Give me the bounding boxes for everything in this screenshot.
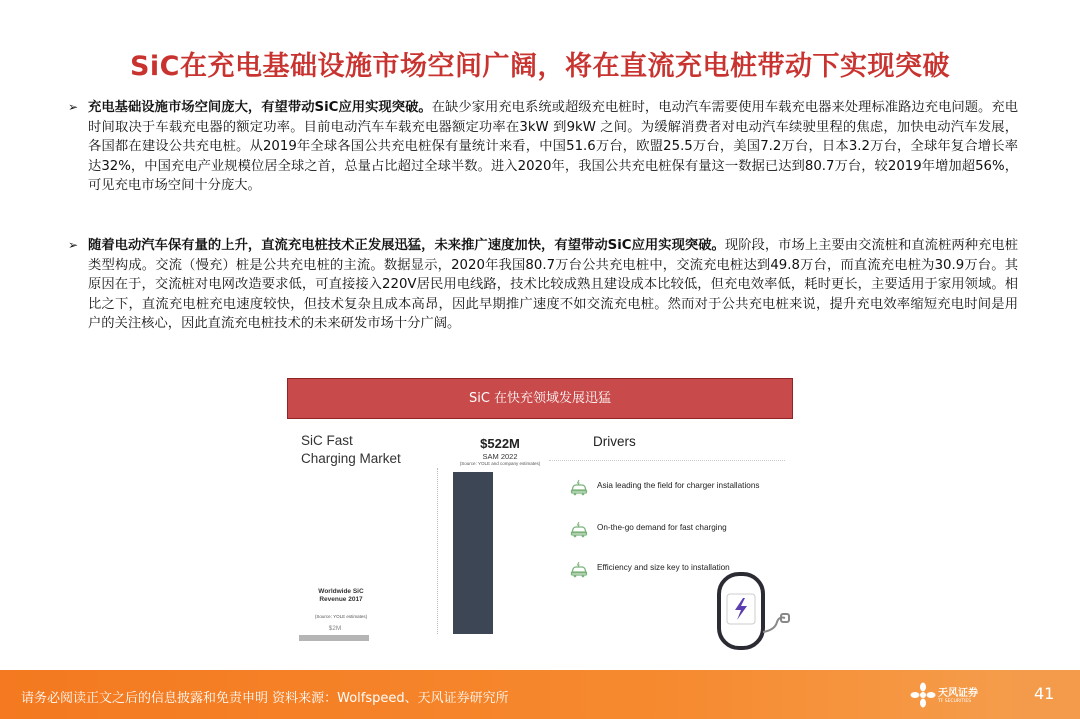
driver-label: On-the-go demand for fast charging — [597, 523, 727, 532]
page-number: 41 — [1034, 684, 1055, 703]
bullet-paragraph — [68, 236, 1018, 334]
market-label-line1: SiC Fast — [301, 433, 353, 448]
sam-year-label: SAM 2022 — [482, 452, 518, 461]
axis-line — [437, 468, 439, 634]
page-title: SiC在充电基础设施市场空间广阔，将在直流充电桩带动下实现突破 — [129, 51, 950, 82]
sam-value-label: $522M — [480, 436, 520, 451]
car-icon — [569, 520, 589, 540]
car-icon — [569, 478, 589, 498]
bullet-lead: 随着电动汽车保有量的上升，直流充电桩技术正发展迅猛，未来推广速度加快，有望带动SiC应用实现突破。 — [88, 238, 725, 253]
sic-fast-charging-figure — [287, 378, 793, 658]
bar-sam-2022 — [453, 472, 493, 634]
ws-label-line1: Worldwide SiC — [318, 588, 364, 595]
flower-logo-icon — [910, 682, 936, 708]
brand-name: 天风证券 — [938, 688, 978, 699]
bullet-arrow-icon: ➢ — [68, 238, 79, 252]
sam-source-note: (Source: YOLE and company estimates) — [459, 461, 541, 466]
bullet-lead: 充电基础设施市场空间庞大，有望带动SiC应用实现突破。 — [88, 100, 432, 115]
bullet-text — [88, 98, 1018, 196]
market-label-line2: Charging Market — [301, 451, 401, 466]
brand-name-en: TF SECURITIES — [938, 699, 972, 704]
brand-logo — [910, 680, 984, 710]
bullet-body: 在缺少家用充电系统或超级充电桩时，电动汽车需要使用车载充电器来处理标准路边充电问题。充电时间取决于车载充电器的额定功率。目前电动汽车车载充电器额定功率在3kW 到9kW 之间。为缓解消费者对电动汽车续驶里程的焦虑，加快电动汽车发展，各国都在建设公共充电桩。从2019年全球各国公共充电桩保有量统计来看，中国51.6万台，欧盟25.5万台，美国7.2万台，日本3.2万台，全球年复合增长率达32%，中国充电产业规模位居全球之首，总量占比超过全球半数。进入2020年，我国公共充电桩保有量这一数据已达到80.7万台，较2019年增加超56%，可见充电市场空间十分庞大。 — [88, 100, 1018, 193]
ws-revenue-label — [299, 588, 383, 604]
figure-banner: SiC 在快充领域发展迅猛 — [287, 378, 793, 419]
bullet-arrow-icon: ➢ — [68, 100, 79, 114]
car-icon — [569, 560, 589, 580]
footer-bar — [0, 670, 1080, 719]
driver-label: Efficiency and size key to installation — [597, 563, 730, 572]
ws-source-note: (Source: YOLE estimates) — [314, 614, 368, 619]
ws-value-label: $2M — [328, 625, 342, 632]
ev-charger-icon — [715, 570, 793, 650]
bullet-paragraph — [68, 98, 1018, 196]
bar-revenue-2017 — [299, 635, 369, 641]
divider — [549, 460, 785, 461]
bullet-body: 现阶段，市场上主要由交流桩和直流桩两种充电桩类型构成。交流（慢充）桩是公共充电桩的主流。数据显示，2020年我国80.7万台公共充电桩中，交流充电桩达到49.8万台，而直流充电桩为30.9万台。其原因在于，交流桩对电网改造要求低，可直接接入220V居民用电线路，技术比较成熟且建设成本比较低，但充电效率低，耗时更长，主要适用于家用领域。相比之下，直流充电桩充电速度较快，但技术复杂且成本高昂，因此早期推广速度不如交流充电桩。然而对于公共充电桩来说，提升充电效率缩短充电时间是用户的关注核心，因此直流充电桩技术的未来研发市场十分广阔。 — [88, 238, 1018, 331]
market-label — [301, 432, 401, 468]
bullet-text — [88, 236, 1018, 334]
footer-disclaimer: 请务必阅读正文之后的信息披露和免责申明 资料来源：Wolfspeed、天风证券研究所 — [21, 691, 509, 706]
driver-label: Asia leading the field for charger installations — [597, 481, 760, 490]
ws-label-line2: Revenue 2017 — [319, 596, 363, 603]
drivers-title: Drivers — [593, 434, 636, 449]
